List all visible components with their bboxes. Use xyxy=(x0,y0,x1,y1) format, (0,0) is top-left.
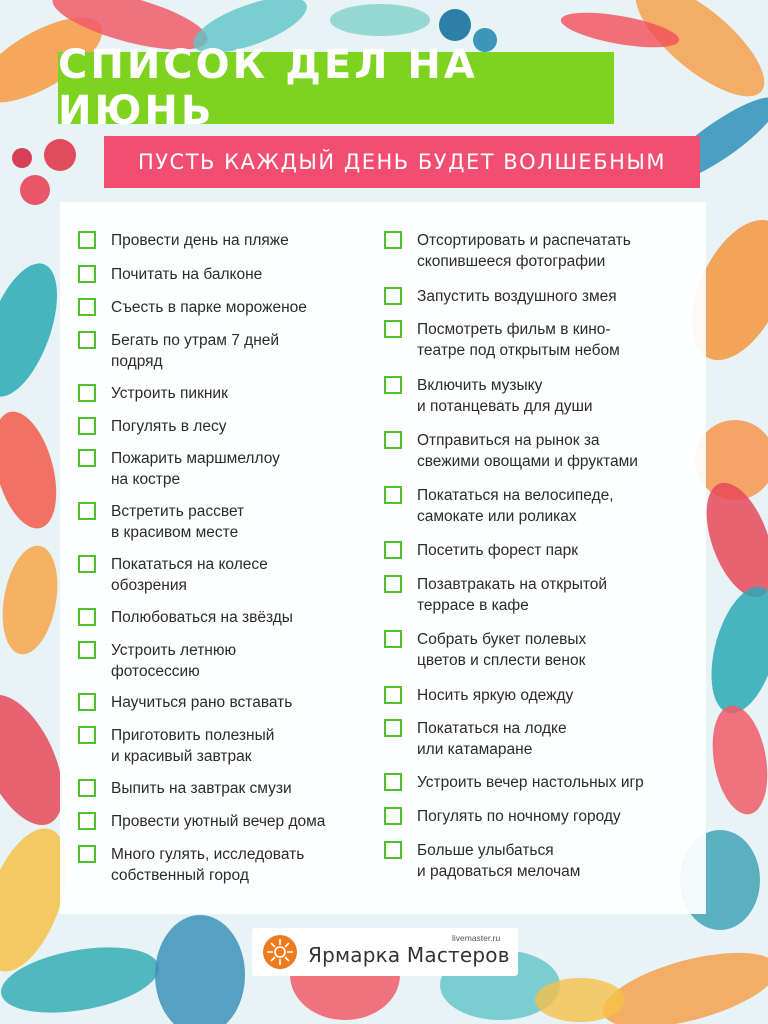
task-item xyxy=(78,230,289,251)
task-item xyxy=(78,416,226,437)
task-label-line: Почитать на балконе xyxy=(111,266,263,283)
task-label-line: Посмотреть фильм в кино- xyxy=(417,321,611,338)
task-item xyxy=(384,718,567,760)
task-label xyxy=(111,554,268,596)
task-label xyxy=(417,772,644,793)
task-label xyxy=(417,485,614,527)
task-item xyxy=(78,725,274,767)
task-checkbox[interactable] xyxy=(78,608,96,626)
task-checkbox[interactable] xyxy=(78,417,96,435)
page-subtitle: ПУСТЬ КАЖДЫЙ ДЕНЬ БУДЕТ ВОЛШЕБНЫМ xyxy=(137,150,667,174)
task-label-line: Запустить воздушного змея xyxy=(417,288,617,305)
task-label-line: Выпить на завтрак смузи xyxy=(111,780,292,797)
task-label xyxy=(111,330,279,372)
task-checkbox[interactable] xyxy=(384,773,402,791)
task-label-line: и потанцевать для души xyxy=(417,398,593,415)
task-item xyxy=(78,778,292,799)
task-checkbox[interactable] xyxy=(78,298,96,316)
title-banner xyxy=(58,42,614,134)
task-label-line: Собрать букет полевых xyxy=(417,631,587,648)
task-label xyxy=(111,811,325,832)
task-checkbox[interactable] xyxy=(78,384,96,402)
task-checkbox[interactable] xyxy=(78,779,96,797)
task-item xyxy=(78,844,304,886)
task-item xyxy=(78,554,268,596)
task-label-line: Покататься на колесе xyxy=(111,556,268,573)
task-label-line: театре под открытым небом xyxy=(417,342,620,359)
task-checkbox[interactable] xyxy=(384,807,402,825)
task-label xyxy=(417,840,580,882)
task-item xyxy=(384,574,607,616)
task-label xyxy=(417,430,638,472)
task-label-line: фотосессию xyxy=(111,663,200,680)
task-label xyxy=(417,375,593,417)
task-checkbox[interactable] xyxy=(78,641,96,659)
task-item xyxy=(384,286,617,307)
task-label-line: Погулять в лесу xyxy=(111,418,227,435)
task-checkbox[interactable] xyxy=(78,331,96,349)
page-title: СПИСОК ДЕЛ НА ИЮНЬ xyxy=(58,42,478,134)
task-label-line: Полюбоваться на звёзды xyxy=(111,609,293,626)
task-label-line: обозрения xyxy=(111,577,187,594)
task-item xyxy=(384,319,620,361)
task-item xyxy=(384,806,621,827)
task-item xyxy=(78,501,244,543)
task-checkbox[interactable] xyxy=(384,431,402,449)
task-label-line: Приготовить полезный xyxy=(111,727,275,744)
task-label-line: свежими овощами и фруктами xyxy=(417,453,638,470)
task-checkbox[interactable] xyxy=(78,845,96,863)
task-item xyxy=(78,330,279,372)
task-item xyxy=(384,485,614,527)
task-checkbox[interactable] xyxy=(78,812,96,830)
task-checkbox[interactable] xyxy=(384,320,402,338)
task-label-line: Покататься на велосипеде, xyxy=(417,487,614,504)
footer-logo-card xyxy=(252,928,518,976)
task-label-line: или катамаране xyxy=(417,741,533,758)
task-label-line: и радоваться мелочам xyxy=(417,863,581,880)
task-label-line: Носить яркую одежду xyxy=(417,687,574,704)
task-checkbox[interactable] xyxy=(78,231,96,249)
task-item xyxy=(384,430,638,472)
task-label xyxy=(111,416,226,437)
task-label-line: на костре xyxy=(111,471,181,488)
task-checkbox[interactable] xyxy=(78,449,96,467)
task-label-line: Посетить форест парк xyxy=(417,542,579,559)
task-label-line: Покататься на лодке xyxy=(417,720,567,737)
task-checkbox[interactable] xyxy=(384,486,402,504)
task-label xyxy=(111,778,292,799)
task-item xyxy=(78,448,280,490)
task-item xyxy=(78,692,292,713)
task-label-line: в красивом месте xyxy=(111,524,239,541)
task-label xyxy=(417,685,573,706)
task-label xyxy=(111,264,262,285)
task-checkbox[interactable] xyxy=(384,287,402,305)
footer-domain: livemaster.ru xyxy=(452,933,501,943)
task-checkbox[interactable] xyxy=(384,231,402,249)
task-item xyxy=(384,375,593,417)
task-label-line: Позавтракать на открытой xyxy=(417,576,608,593)
task-checkbox[interactable] xyxy=(384,841,402,859)
task-label xyxy=(417,319,620,361)
task-item xyxy=(384,840,580,882)
task-item xyxy=(78,811,325,832)
task-label xyxy=(417,718,567,760)
task-item xyxy=(384,629,586,671)
task-label-line: и красивый завтрак xyxy=(111,748,252,765)
task-label xyxy=(111,230,289,251)
task-label xyxy=(417,629,586,671)
task-label-line: Много гулять, исследовать xyxy=(111,846,305,863)
task-label xyxy=(417,806,621,827)
footer-brand: Ярмарка Мастеров xyxy=(308,943,510,967)
task-label-line: Погулять по ночному городу xyxy=(417,808,621,825)
task-checkbox[interactable] xyxy=(78,693,96,711)
task-item xyxy=(78,297,307,318)
task-item xyxy=(78,607,293,628)
task-label-line: Устроить летнюю xyxy=(111,642,237,659)
task-label-line: Отправиться на рынок за xyxy=(417,432,600,449)
task-checkbox[interactable] xyxy=(78,265,96,283)
task-label-line: террасе в кафе xyxy=(417,597,529,614)
task-label-line: Включить музыку xyxy=(417,377,543,394)
task-checkbox[interactable] xyxy=(78,555,96,573)
task-label-line: Отсортировать и распечатать xyxy=(417,232,631,249)
task-label xyxy=(111,448,280,490)
subtitle-banner xyxy=(104,136,700,188)
task-label-line: цветов и сплести венок xyxy=(417,652,586,669)
task-item xyxy=(384,685,573,706)
task-label xyxy=(417,540,578,561)
task-label-line: подряд xyxy=(111,353,163,370)
task-checkbox[interactable] xyxy=(384,686,402,704)
task-label xyxy=(111,607,293,628)
task-label-line: Провести уютный вечер дома xyxy=(111,813,326,830)
task-checkbox[interactable] xyxy=(78,726,96,744)
task-label-line: собственный город xyxy=(111,867,249,884)
task-checkbox[interactable] xyxy=(78,502,96,520)
task-label-line: Пожарить маршмеллоу xyxy=(111,450,280,467)
task-label xyxy=(111,383,228,404)
task-checkbox[interactable] xyxy=(384,541,402,559)
task-checkbox[interactable] xyxy=(384,719,402,737)
task-label-line: Устроить пикник xyxy=(111,385,228,402)
task-label-line: Научиться рано вставать xyxy=(111,694,293,711)
task-label-line: Встретить рассвет xyxy=(111,503,245,520)
task-label xyxy=(111,501,244,543)
livemaster-logo-icon xyxy=(262,934,298,970)
task-label-line: Больше улыбаться xyxy=(417,842,554,859)
task-label xyxy=(111,692,292,713)
task-label-line: Бегать по утрам 7 дней xyxy=(111,332,280,349)
task-label xyxy=(111,725,274,767)
task-checkbox[interactable] xyxy=(384,575,402,593)
task-checkbox[interactable] xyxy=(384,630,402,648)
task-item xyxy=(384,230,631,272)
task-label-line: Провести день на пляже xyxy=(111,232,289,249)
task-label-line: Устроить вечер настольных игр xyxy=(417,774,644,791)
task-item xyxy=(384,772,644,793)
task-label xyxy=(417,286,617,307)
task-item xyxy=(78,383,228,404)
task-checkbox[interactable] xyxy=(384,376,402,394)
task-label xyxy=(417,574,607,616)
task-item xyxy=(78,640,236,682)
task-label-line: скопившееся фотографии xyxy=(417,253,606,270)
task-label xyxy=(111,844,304,886)
task-label-line: самокате или роликах xyxy=(417,508,577,525)
task-item xyxy=(384,540,578,561)
task-item xyxy=(78,264,262,285)
task-label-line: Съесть в парке мороженое xyxy=(111,299,307,316)
task-label xyxy=(111,297,307,318)
task-label xyxy=(417,230,631,272)
task-label xyxy=(111,640,236,682)
